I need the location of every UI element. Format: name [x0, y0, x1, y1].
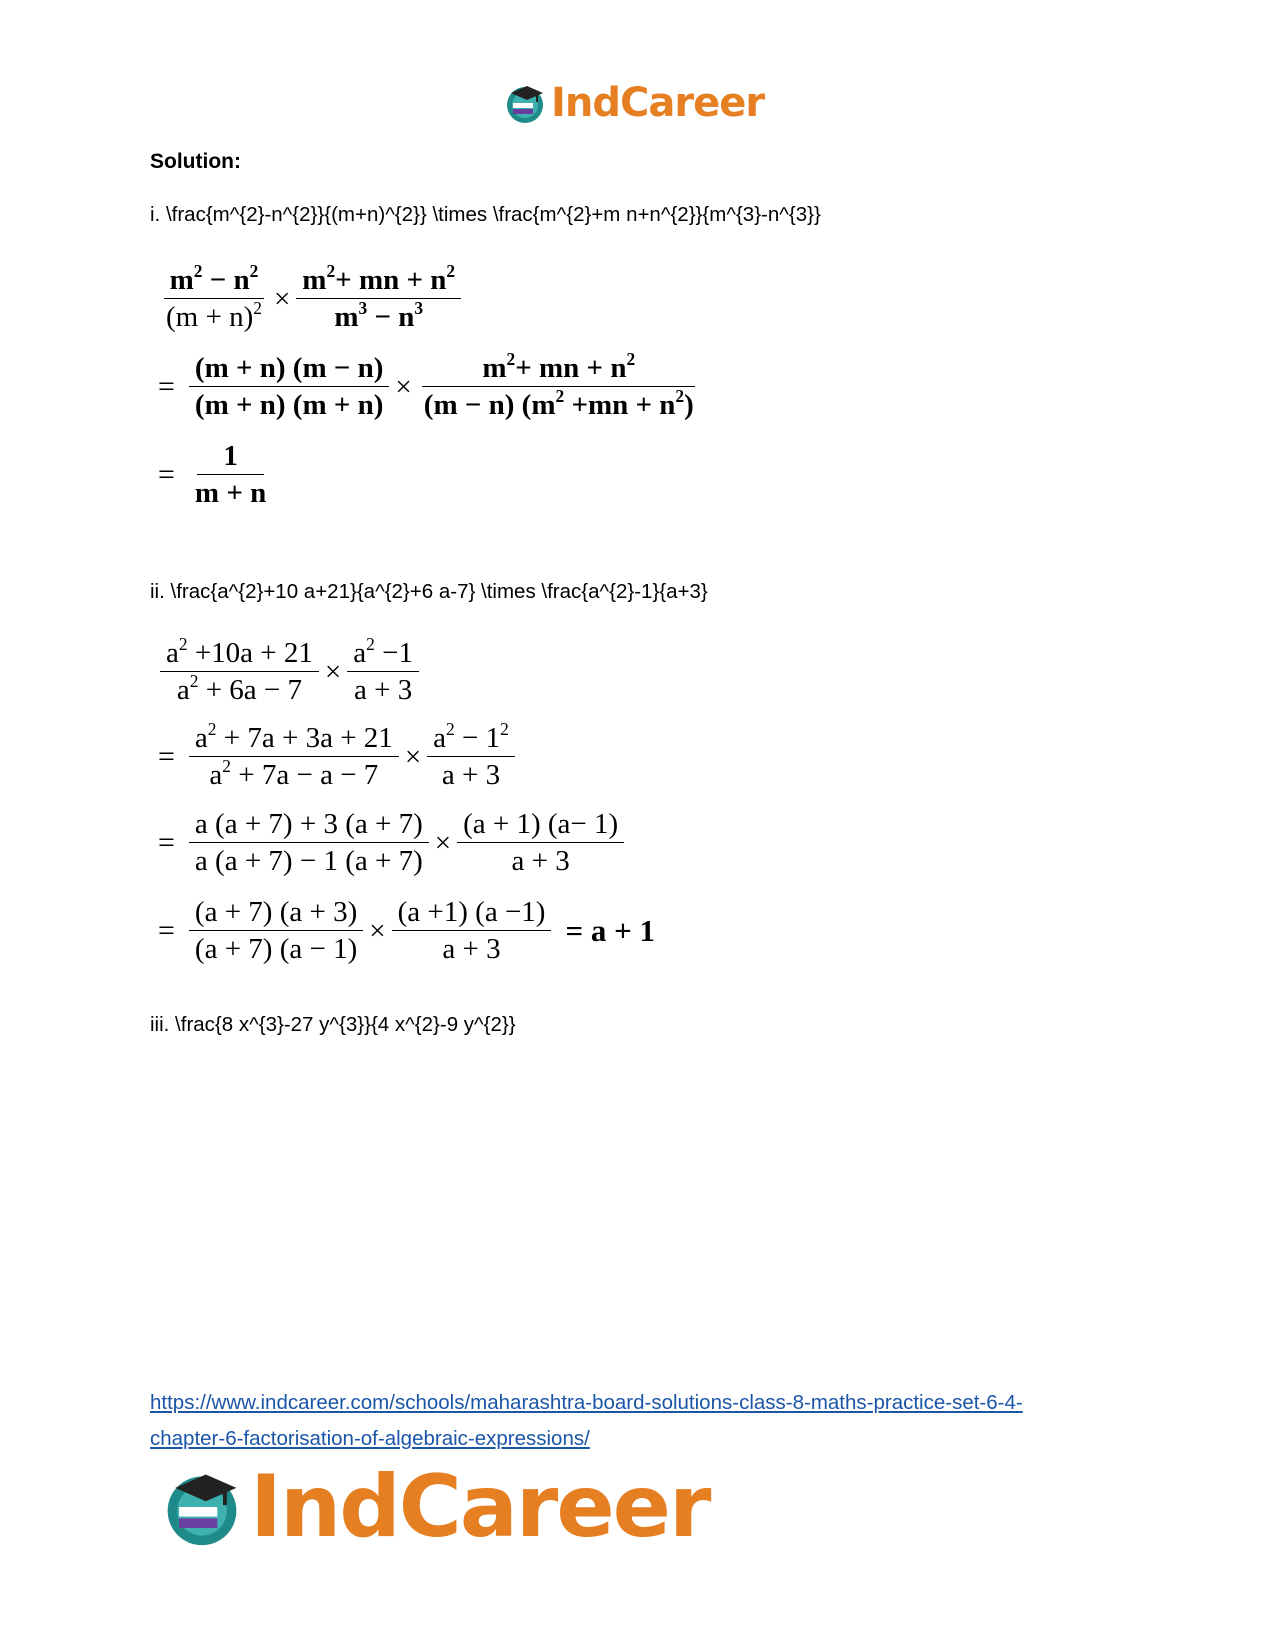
math-fraction: $\frac{a^2 - 1^2}{a + 3}$	[427, 722, 515, 792]
math-step: = $\frac{a^2 + 7a + 3a + 21}{a^2 + 7a - a - 7}$ × $\frac{a^2 - 1^2}{a + 3}$	[158, 714, 655, 800]
math-step: = $\frac{(m + n) (m - n)}{(m + n) (m + n)}$ × $\frac{m^2+ mn + n^2}{(m - n) (m^2 +mn + n^2)}$	[158, 340, 702, 434]
math-fraction: $\frac{m^2+ mn + n^2}{(m - n) (m^2 +mn + n^2)}$	[423, 348, 694, 421]
problem-i-label: i. \frac{m^{2}-n^{2}}{(m+n)^{2}} \times \frac{m^{2}+m n+n^{2}}{m^{3}-n^{3}}	[150, 203, 821, 226]
source-link-line-2[interactable]: chapter-6-factorisation-of-algebraic-expressions/	[150, 1427, 590, 1450]
math-step: = $\frac{(a + 7) (a + 3)}{(a + 7) (a - 1)}$ × $\frac{(a +1) (a -1)}{a + 3}$ = a + 1	[158, 896, 656, 965]
source-link-line-1[interactable]: https://www.indcareer.com/schools/maharashtra-board-solutions-class-8-maths-practice-set-6-4-	[150, 1391, 1023, 1414]
math-fraction: $\frac{1}{m + n}$	[194, 440, 267, 509]
problem-iii-label: iii. \frac{8 x^{3}-27 y^{3}}{4 x^{2}-9 y^{2}}	[150, 1013, 516, 1036]
math-fraction: $\frac{m^2 - n^2}{(m + n)^2}$	[160, 264, 268, 334]
math-fraction: $\frac{(a +1) (a -1)}{a + 3}$	[392, 896, 552, 966]
indcareer-logo-top	[503, 78, 764, 128]
solution-i-steps	[158, 258, 702, 516]
math-fraction: $\frac{a^2 + 7a + 3a + 21}{a^2 + 7a - a - 7}$	[189, 722, 399, 792]
math-step: $\frac{a^2 +10a + 21}{a^2 + 6a - 7}$ × $\frac{a^2 -1}{a + 3}$	[158, 630, 655, 714]
problem-ii-label: ii. \frac{a^{2}+10 a+21}{a^{2}+6 a-7} \times \frac{a^{2}-1}{a+3}	[150, 580, 708, 603]
math-step: = $\frac{1}{m + n}$	[158, 434, 702, 516]
math-fraction: $\frac{a^2 +10a + 21}{a^2 + 6a - 7}$	[160, 637, 319, 707]
math-step: $\frac{m^2 - n^2}{(m + n)^2}$ × $\frac{m^2+ mn + n^2}{m^3 - n^3}$	[158, 258, 702, 340]
indcareer-logo-bottom	[160, 1457, 710, 1557]
graduation-globe-icon	[160, 1465, 244, 1549]
source-link-block	[150, 1385, 1023, 1457]
solution-ii-steps	[158, 630, 655, 976]
logo-wordmark: IndCareer	[551, 80, 765, 126]
solution-heading: Solution:	[150, 150, 241, 173]
math-fraction: $\frac{(a + 1) (a- 1)}{a + 3}$	[457, 808, 624, 878]
math-fraction: $\frac{(a + 7) (a + 3)}{(a + 7) (a - 1)}$	[189, 896, 363, 966]
math-fraction: $\frac{m^2+ mn + n^2}{m^3 - n^3}$	[296, 264, 461, 334]
math-fraction: $\frac{a (a + 7) + 3 (a + 7)}{a (a + 7) - 1 (a + 7)}$	[189, 808, 429, 878]
math-fraction: $\frac{(m + n) (m - n)}{(m + n) (m + n)}$	[189, 352, 390, 422]
graduation-globe-icon	[503, 81, 547, 125]
logo-wordmark: IndCareer	[250, 1457, 710, 1557]
math-fraction: $\frac{a^2 -1}{a + 3}$	[347, 637, 419, 707]
math-step: = $\frac{a (a + 7) + 3 (a + 7)}{a (a + 7) - 1 (a + 7)}$ × $\frac{(a + 1) (a- 1)}{a + 3}$	[158, 800, 655, 886]
